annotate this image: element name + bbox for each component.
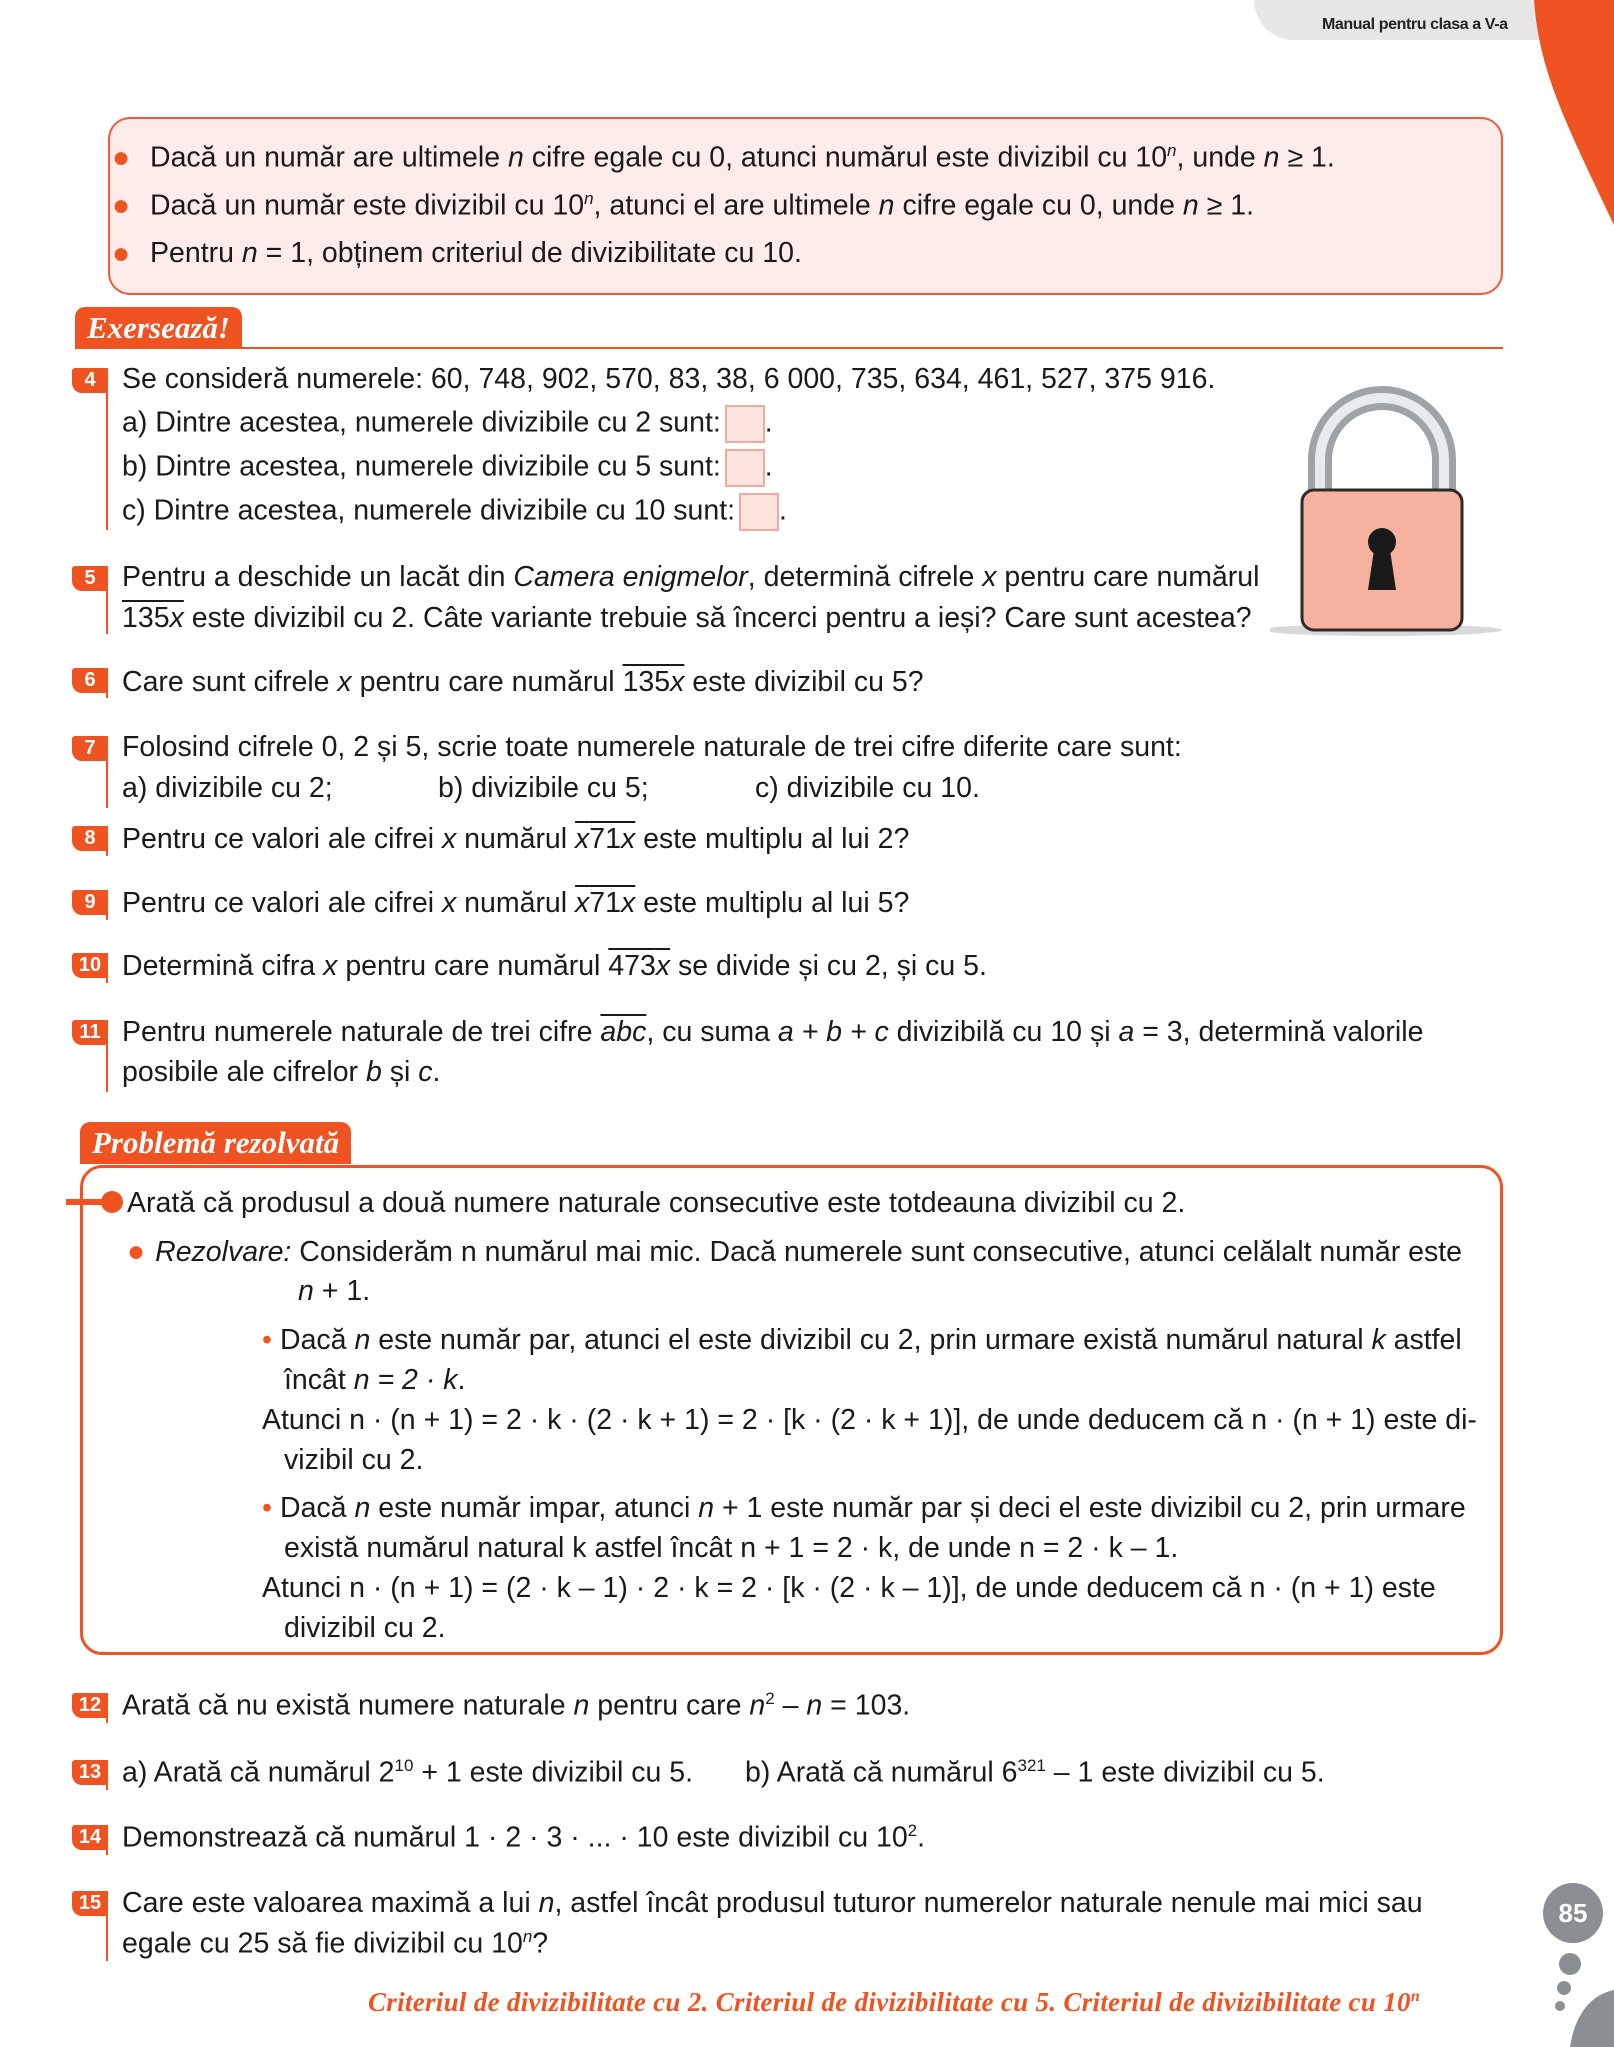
exercise-9: Pentru ce valori ale cifrei x numărul x71x este multiplu al lui 5? <box>122 887 910 919</box>
practice-tag: Exersează! <box>75 307 242 349</box>
exercise-rule <box>106 1020 108 1092</box>
exercise-7a: a) divizibile cu 2; <box>122 772 333 804</box>
page-number: 85 <box>1543 1883 1603 1943</box>
rule-line-3: ● Pentru n = 1, obținem criteriul de divizibilitate cu 10. <box>112 237 802 270</box>
case-odd-line-4: divizibil cu 2. <box>284 1612 446 1644</box>
exercise-4b: b) Dintre acestea, numerele divizibile cu 5 sunt: . <box>122 449 773 487</box>
answer-box[interactable] <box>739 493 779 531</box>
exercise-5-line-1: Pentru a deschide un lacăt din Camera enigmelor, determină cifrele x pentru care numărul <box>122 561 1260 593</box>
footer-chapter-title: Criteriul de divizibilitate cu 2. Criteriul de divizibilitate cu 5. Criteriul de divizibilitate cu 10$^n$ <box>368 1987 1421 2017</box>
exercise-11-line-2: posibile ale cifrelor b și c. <box>122 1056 441 1088</box>
answer-box[interactable] <box>725 405 765 443</box>
exercise-rule <box>106 736 108 808</box>
exercise-12: Arată că nu există numere naturale n pentru care $n^2 - n = 103$. <box>122 1689 911 1722</box>
exercise-13b: b) Arată că numărul $6^{321} - 1$ este divizibil cu 5. <box>745 1756 1325 1789</box>
case-even-line-1: • Dacă n este număr par, atunci el este divizibil cu 2, prin urmare există numărul natural k astfel <box>262 1324 1462 1356</box>
exercise-4c: c) Dintre acestea, numerele divizibile cu 10 sunt: . <box>122 493 787 531</box>
practice-rule <box>75 347 1503 349</box>
exercise-number: 8 <box>72 826 108 851</box>
exercise-11-line-1: Pentru numerele naturale de trei cifre $\overline{abc}$, cu suma a + b + c divizibilă cu 10 și a = 3, determină valorile <box>122 1016 1424 1048</box>
exercise-number: 6 <box>72 668 108 693</box>
exercise-number: 5 <box>72 566 108 591</box>
case-even-line-4: vizibil cu 2. <box>284 1444 424 1476</box>
exercise-13a: a) Arată că numărul $2^{10} + 1$ este divizibil cu 5. <box>122 1756 694 1789</box>
solution-intro: ● Rezolvare: Considerăm n numărul mai mic. Dacă numerele sunt consecutive, atunci celălalt număr este <box>127 1235 1462 1268</box>
exercise-rule <box>106 566 108 634</box>
solved-statement: Arată că produsul a două numere naturale consecutive este totdeauna divizibil cu 2. <box>127 1187 1186 1219</box>
exercise-rule <box>106 1760 108 1790</box>
rule-box <box>108 117 1503 295</box>
decorative-dots <box>1540 1950 1614 2047</box>
case-even-line-2: încât n = 2 · k. <box>284 1364 466 1396</box>
chapter-number: 7 <box>1553 15 1582 80</box>
exercise-10: Determină cifra x pentru care numărul 473x se divide și cu 2, și cu 5. <box>122 950 987 982</box>
exercise-14: Demonstrează că numărul 1 · 2 · 3 · ... · 10 este divizibil cu $10^2$. <box>122 1821 926 1854</box>
solved-problem-tag: Problemă rezolvată <box>80 1122 351 1164</box>
case-odd-line-1: • Dacă n este număr impar, atunci n + 1 este număr par și deci el este divizibil cu 2, prin urmare <box>262 1492 1466 1524</box>
book-title: Manual pentru clasa a V-a <box>1322 16 1508 33</box>
rule-line-2: ● Dacă un număr este divizibil cu 10$^n$, atunci el are ultimele n cifre egale cu 0, unde n ≥ 1. <box>112 189 1254 222</box>
case-odd-line-3: Atunci n · (n + 1) = (2 · k – 1) · 2 · k = 2 · [k · (2 · k – 1)], de unde deducem că n · (n + 1) este <box>262 1572 1436 1604</box>
case-even-line-3: Atunci n · (n + 1) = 2 · k · (2 · k + 1) = 2 · [k · (2 · k + 1)], de unde deducem că n · (n + 1) este di- <box>262 1404 1477 1436</box>
exercise-number: 4 <box>72 368 108 393</box>
exercise-6: Care sunt cifrele x pentru care numărul 135x este divizibil cu 5? <box>122 666 924 698</box>
exercise-rule <box>106 668 108 698</box>
exercise-7b: b) divizibile cu 5; <box>438 772 649 804</box>
exercise-number: 15 <box>72 1891 108 1916</box>
exercise-5-line-2: 135x este divizibil cu 2. Câte variante trebuie să încerci pentru a ieși? Care sunt acestea? <box>122 602 1252 634</box>
exercise-rule <box>106 1891 108 1961</box>
exercise-rule <box>106 890 108 920</box>
exercise-number: 11 <box>72 1020 108 1045</box>
exercise-rule <box>106 368 108 530</box>
exercise-8: Pentru ce valori ale cifrei x numărul x71x este multiplu al lui 2? <box>122 823 910 855</box>
exercise-rule <box>106 1825 108 1855</box>
exercise-7c: c) divizibile cu 10. <box>755 772 980 804</box>
exercise-number: 10 <box>72 953 108 978</box>
exercise-15-line-2: egale cu 25 să fie divizibil cu 10$^n$? <box>122 1927 549 1960</box>
exercise-15-line-1: Care este valoarea maximă a lui n, astfel încât produsul tuturor numerelor naturale nenule mai mici sau <box>122 1887 1423 1919</box>
exercise-rule <box>106 953 108 983</box>
exercise-4a: a) Dintre acestea, numerele divizibile cu 2 sunt: . <box>122 405 773 443</box>
exercise-number: 7 <box>72 736 108 761</box>
exercise-number: 13 <box>72 1760 108 1785</box>
padlock-icon <box>1270 380 1510 640</box>
exercise-rule <box>106 826 108 856</box>
exercise-number: 12 <box>72 1693 108 1718</box>
exercise-4-intro: Se consideră numerele: 60, 748, 902, 570, 83, 38, 6 000, 735, 634, 461, 527, 375 916. <box>122 363 1216 395</box>
exercise-7-intro: Folosind cifrele 0, 2 și 5, scrie toate numerele naturale de trei cifre diferite care sunt: <box>122 731 1182 763</box>
pin-marker <box>66 1190 126 1214</box>
case-odd-line-2: există numărul natural k astfel încât n + 1 = 2 · k, de unde n = 2 · k – 1. <box>284 1532 1179 1564</box>
answer-box[interactable] <box>725 449 765 487</box>
solution-intro-cont: n + 1. <box>298 1275 371 1307</box>
exercise-number: 9 <box>72 890 108 915</box>
exercise-rule <box>106 1693 108 1723</box>
exercise-number: 14 <box>72 1825 108 1850</box>
rule-line-1: ● Dacă un număr are ultimele n cifre egale cu 0, atunci numărul este divizibil cu 10$^n$, unde n ≥ 1. <box>112 141 1335 174</box>
